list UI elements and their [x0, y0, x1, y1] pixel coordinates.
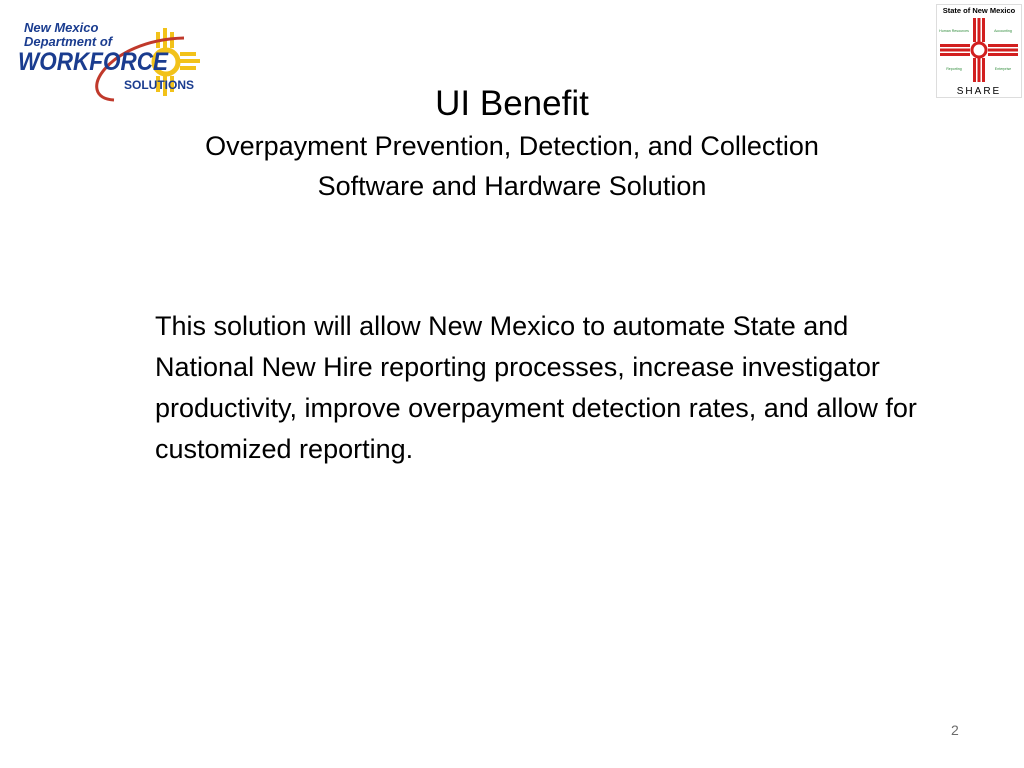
- page-number: 2: [951, 722, 959, 738]
- share-quadrant-accounting: Accounting: [994, 29, 1012, 33]
- share-quadrant-hr: Human Resources: [939, 29, 969, 33]
- share-quadrant-reporting: Reporting: [946, 67, 962, 71]
- logo-line2: Department of: [24, 34, 113, 49]
- subtitle-line-1: Overpayment Prevention, Detection, and Collection: [205, 131, 819, 161]
- body-paragraph: This solution will allow New Mexico to automate State and National New Hire reporting processes, increase investigator productivity, improve overpayment detection rates, and allow for customized reporting.: [155, 311, 917, 464]
- logo-line3: WORKFORCE: [18, 48, 170, 76]
- title-block: [0, 82, 1024, 206]
- share-quadrant-enterprise: Enterprise: [994, 67, 1012, 71]
- slide-title: UI Benefit: [435, 84, 589, 123]
- subtitle-line-2: Software and Hardware Solution: [317, 171, 707, 201]
- share-header: State of New Mexico: [942, 6, 1016, 15]
- logo-line4: SOLUTIONS: [124, 78, 195, 92]
- logo-line1: New Mexico: [24, 20, 99, 35]
- share-footer: SHARE: [956, 86, 1002, 97]
